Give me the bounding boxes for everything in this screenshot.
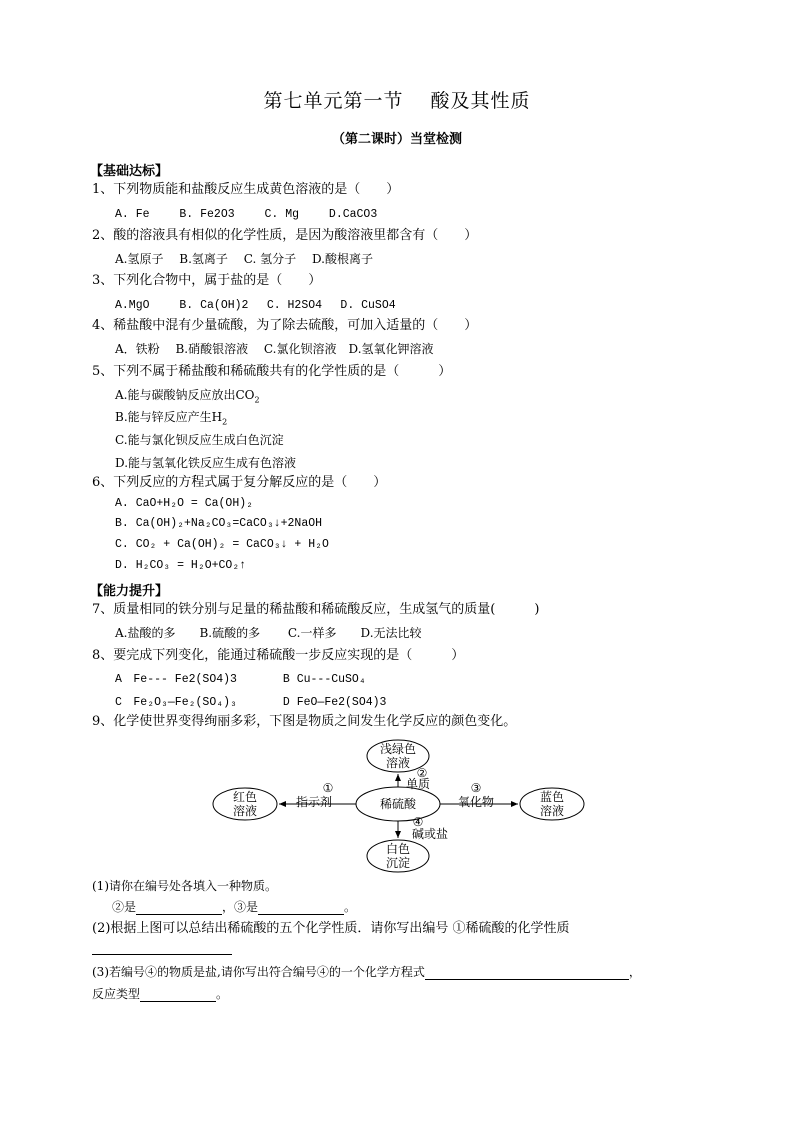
label-num-4: ④ [412,815,424,829]
page-subtitle: （第二课时）当堂检测 [331,132,462,147]
q7-stem: 7、质量相同的铁分别与足量的稀盐酸和稀硫酸反应，生成氢气的质量( ) [92,602,540,617]
q9-part1: (1)请你在编号处各填入一种物质。 [92,879,277,893]
q9-blank3-label: ，③是 [222,900,259,914]
q9-stem: 9、化学使世界变得绚丽多彩，下图是物质之间发生化学反应的颜色变化。 [92,714,517,729]
label-num-3: ③ [470,781,482,795]
reaction-diagram [200,738,600,873]
q8-stem: 8、要完成下列变化，能通过稀硫酸一步反应实现的是（ ） [92,648,465,663]
q9-equation-blank[interactable] [425,966,629,980]
q1-options: A. Fe B. Fe2O3 C. Mg D.CaCO3 [115,208,378,221]
q5-a-text: A.能与碳酸钠反应放出 [115,388,236,402]
q3-stem: 3、下列化合物中，属于盐的是（ ） [92,273,322,288]
top-label-2: 溶液 [385,756,411,770]
q5-option-a [115,387,260,408]
q5-option-c: C.能与氯化钡反应生成白色沉淀 [115,433,284,447]
q1-stem: 1、下列物质能和盐酸反应生成黄色溶液的是（ ） [92,182,400,197]
q9-part3-comma: ， [628,965,641,979]
q5-a-formula: CO [235,388,255,402]
q9-blank-2[interactable] [136,901,222,915]
right-label-1: 蓝色 [539,790,565,804]
q9-part4 [92,986,228,1002]
label-num-2: ② [416,766,428,780]
label-element: 单质 [405,777,431,791]
q9-part4-end: 。 [216,987,229,1001]
q5-stem: 5、下列不属于稀盐酸和稀硫酸共有的化学性质的是（ ） [92,364,452,379]
q6-option-c: C. CO₂ + Ca(OH)₂ = CaCO₃↓ + H₂O [115,538,329,551]
q9-blank3-end: 。 [344,900,357,914]
q9-part3-text: (3)若编号④的物质是盐,请你写出符合编号④的一个化学方程式 [92,965,425,979]
left-label-1: 红色 [232,790,258,804]
q6-option-a: A. CaO+H₂O = Ca(OH)₂ [115,497,254,510]
q2-options: A.氢原子 B.氢离子 C. 氢分子 D.酸根离子 [115,252,373,266]
q9-part2: (2)根据上图可以总结出稀硫酸的五个化学性质．请你写出编号 ①稀硫酸的化学性质 [92,921,570,936]
left-label-2: 溶液 [232,804,258,818]
q6-stem: 6、下列反应的方程式属于复分解反应的是（ ） [92,475,387,490]
right-label-2: 溶液 [539,804,565,818]
section-basic: 【基础达标】 [90,164,169,179]
top-label-1: 浅绿色 [379,742,417,756]
q5-b-sub: 2 [222,417,228,427]
center-label: 稀硫酸 [379,797,417,811]
q9-part2-blank[interactable] [92,954,232,955]
q4-stem: 4、稀盐酸中混有少量硫酸，为了除去硫酸，可加入适量的（ ） [92,318,478,333]
q9-part4-text: 反应类型 [92,987,141,1001]
q8-options-1: A Fe--- Fe2(SO4)3 B Cu---CuSO₄ [115,673,366,686]
label-num-1: ① [322,781,334,795]
q5-option-d: D.能与氢氧化铁反应生成有色溶液 [115,456,297,470]
q3-options: A.MgO B. Ca(OH)2 C. H2SO4 D. CuSO4 [115,299,396,312]
q5-b-formula: H [211,410,223,424]
label-oxide: 氧化物 [457,795,495,809]
q5-option-b [115,409,227,430]
q6-option-b: B. Ca(OH)₂+Na₂CO₃=CaCO₃↓+2NaOH [115,517,323,530]
q9-blank-3[interactable] [258,901,344,915]
label-indicator: 指示剂 [295,795,333,809]
q5-a-sub: 2 [254,395,260,405]
q9-part1-blanks [112,899,356,915]
q7-options: A.盐酸的多 B.硫酸的多 C.一样多 D.无法比较 [115,626,422,640]
bottom-label-2: 沉淀 [385,856,411,870]
label-base-or-salt: 碱或盐 [411,827,449,841]
bottom-label-1: 白色 [385,842,411,856]
page-title: 第七单元第一节 酸及其性质 [263,90,531,112]
section-advanced: 【能力提升】 [90,584,169,599]
q9-part3 [92,964,641,980]
q6-option-d: D. H₂CO₃ = H₂O+CO₂↑ [115,559,247,572]
q2-stem: 2、酸的溶液具有相似的化学性质，是因为酸溶液里都含有（ ） [92,228,478,243]
q9-reaction-type-blank[interactable] [140,988,216,1002]
q5-b-text: B.能与锌反应产生 [115,410,212,424]
q4-options: A．铁粉 B.硝酸银溶液 C.氯化钡溶液 D.氢氧化钾溶液 [115,342,434,356]
q8-options-2: C Fe₂O₃—Fe₂(SO₄)₃ D FeO—Fe2(SO4)3 [115,696,387,709]
q9-blank2-label: ②是 [112,900,137,914]
